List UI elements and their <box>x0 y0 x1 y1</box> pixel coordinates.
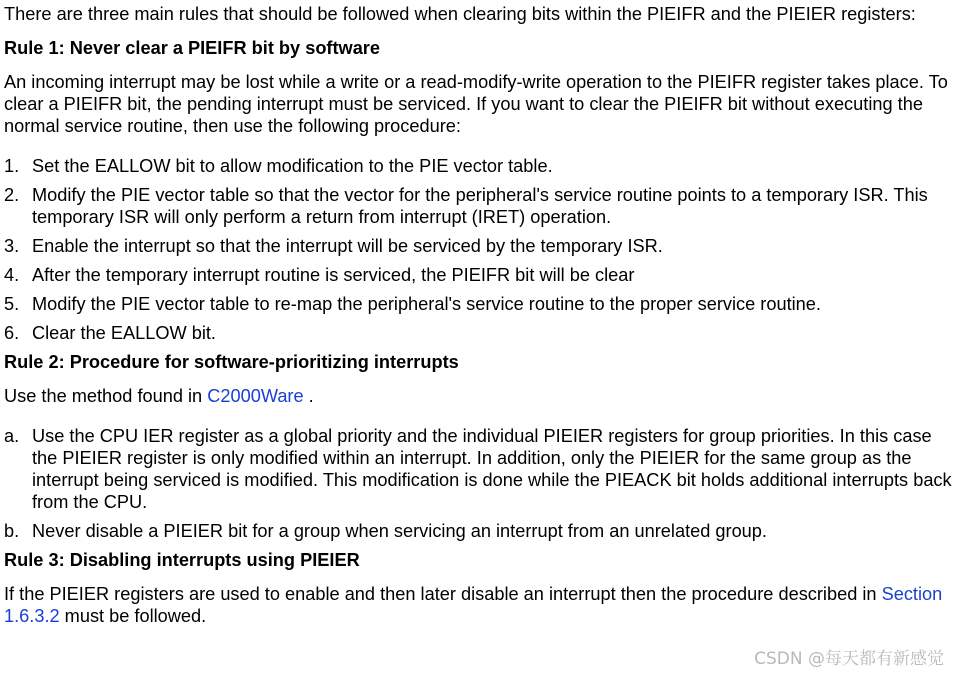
rule-2-body-prefix: Use the method found in <box>4 386 208 406</box>
rule-2-items <box>4 425 952 542</box>
rule-2-heading: Rule 2: Procedure for software-prioritizing interrupts <box>4 352 459 372</box>
list-item <box>4 520 952 542</box>
rule-2-body <box>4 385 952 407</box>
list-item-text: Never disable a PIEIER bit for a group when servicing an interrupt from an unrelated group. <box>32 521 767 541</box>
rule-3-body-suffix: must be followed. <box>59 606 207 626</box>
list-item-text: Clear the EALLOW bit. <box>32 323 216 343</box>
list-marker: a. <box>4 426 20 446</box>
list-item <box>4 155 952 177</box>
section-reference-link[interactable]: Section 1.6.3.2 <box>4 584 943 626</box>
rule-3-body <box>4 583 952 627</box>
list-item <box>4 264 952 286</box>
list-item <box>4 322 952 344</box>
list-item <box>4 235 952 257</box>
list-marker: 2. <box>4 185 20 205</box>
list-item-text: Use the CPU IER register as a global priority and the individual PIEIER registers for group priorities. In this case the PIEIER register is only modified within an interrupt. In addition, only the PIEIER for the same group as the interrupt being serviced is modified. This modification is done while the PIEACK bit holds additional interrupts back from the CPU. <box>32 426 952 512</box>
rule-2-section <box>4 351 952 542</box>
list-item <box>4 293 952 315</box>
list-item-text: After the temporary interrupt routine is serviced, the PIEIFR bit will be clear <box>32 265 635 285</box>
list-marker: b. <box>4 521 20 541</box>
list-marker: 1. <box>4 156 20 176</box>
list-marker: 6. <box>4 323 20 343</box>
rule-3-heading: Rule 3: Disabling interrupts using PIEIER <box>4 550 360 570</box>
intro-paragraph: There are three main rules that should be followed when clearing bits within the PIEIFR and the PIEIER registers: <box>4 4 916 24</box>
rule-3-section <box>4 549 952 627</box>
rule-1-heading: Rule 1: Never clear a PIEIFR bit by software <box>4 38 381 58</box>
c2000ware-link[interactable]: C2000Ware <box>207 386 304 406</box>
rule-2-body-suffix: . <box>303 386 314 406</box>
rule-1-body: An incoming interrupt may be lost while a write or a read-modify-write operation to the PIEIFR register takes place. To clear a PIEIFR bit, the pending interrupt must be serviced. If you want to clear the PIEIFR bit without executing the normal service routine, then use the following procedure: <box>4 72 948 136</box>
rule-1-section <box>4 37 952 344</box>
list-marker: 4. <box>4 265 20 285</box>
watermark-text: CSDN @每天都有新感觉 <box>754 649 944 669</box>
list-item <box>4 425 952 513</box>
rule-3-body-prefix: If the PIEIER registers are used to enable and then later disable an interrupt then the procedure described in <box>4 584 882 604</box>
list-item-text: Enable the interrupt so that the interrupt will be serviced by the temporary ISR. <box>32 236 663 256</box>
list-marker: 5. <box>4 294 20 314</box>
list-item-text: Set the EALLOW bit to allow modification to the PIE vector table. <box>32 156 553 176</box>
list-item <box>4 184 952 228</box>
document-page <box>4 3 952 627</box>
rule-1-steps <box>4 155 952 344</box>
list-item-text: Modify the PIE vector table so that the vector for the peripheral's service routine points to a temporary ISR. This temporary ISR will only perform a return from interrupt (IRET) operation. <box>32 185 928 227</box>
list-item-text: Modify the PIE vector table to re-map the peripheral's service routine to the proper service routine. <box>32 294 821 314</box>
list-marker: 3. <box>4 236 20 256</box>
